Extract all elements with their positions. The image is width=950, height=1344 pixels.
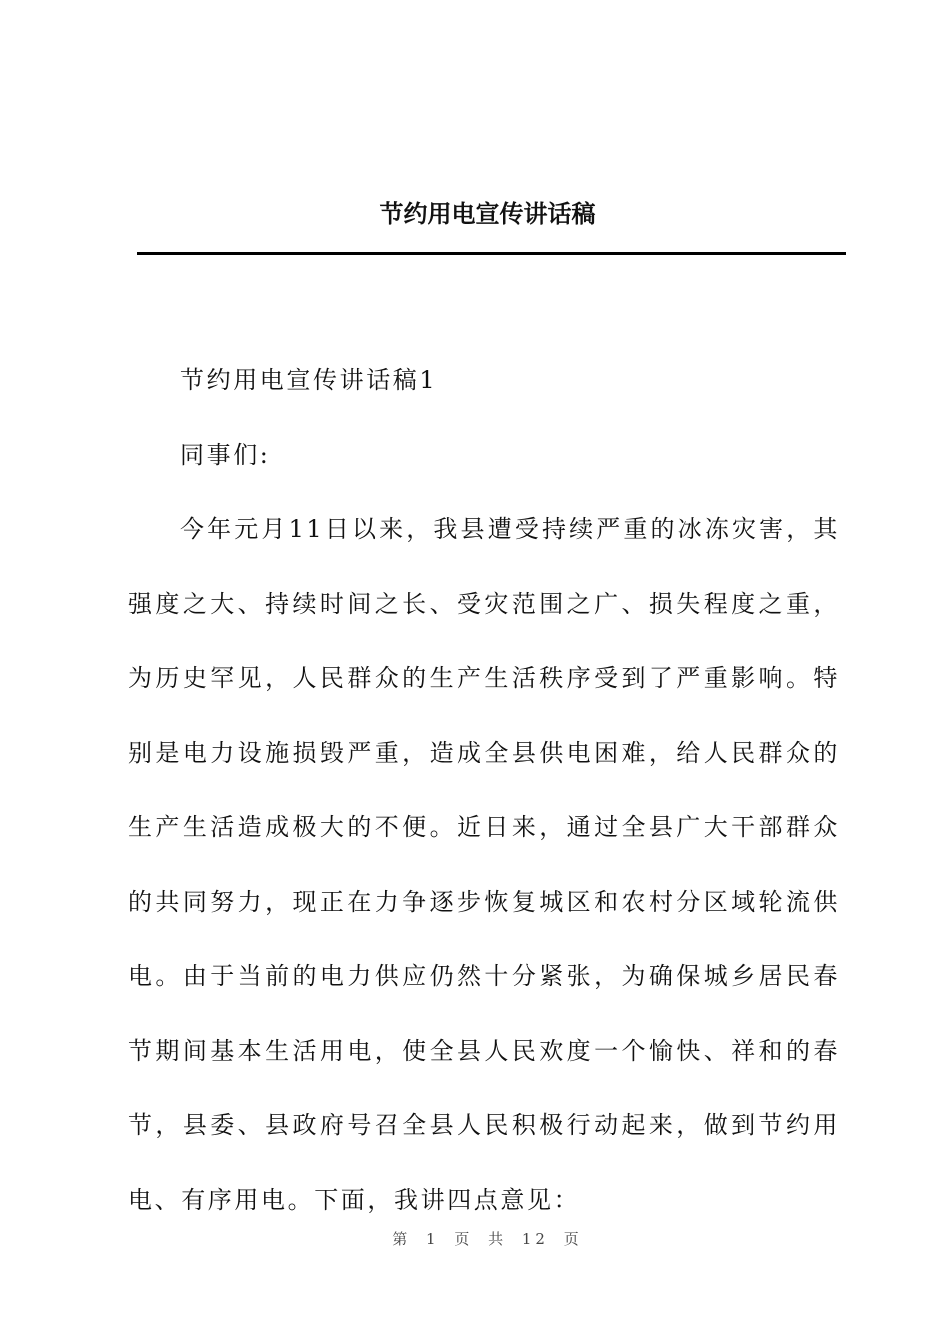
document-title: 节约用电宣传讲话稿: [379, 199, 596, 228]
title-underline: [137, 252, 846, 255]
document-body: [128, 343, 840, 1237]
salutation: 同事们:: [180, 440, 271, 469]
section-heading: 节约用电宣传讲话稿1: [180, 366, 438, 394]
body-paragraph: 今年元月11日以来，我县遭受持续严重的冰冻灾害，其强度之大、持续时间之长、受灾范围之广、损失程度之重，为历史罕见，人民群众的生产生活秩序受到了严重影响。特别是电力设施损毁严重，造成全县供电困难，给人民群众的生产生活造成极大的不便。近日来，通过全县广大干部群众的共同努力，现正在力争逐步恢复城区和农村分区域轮流供电。由于当前的电力供应仍然十分紧张，为确保城乡居民春节期间基本生活用电，使全县人民欢度一个愉快、祥和的春节，县委、县政府号召全县人民积极行动起来，做到节约用电、有序用电。下面，我讲四点意见：: [128, 515, 840, 1214]
page-number-footer: 第 1 页 共 12 页: [392, 1230, 583, 1248]
